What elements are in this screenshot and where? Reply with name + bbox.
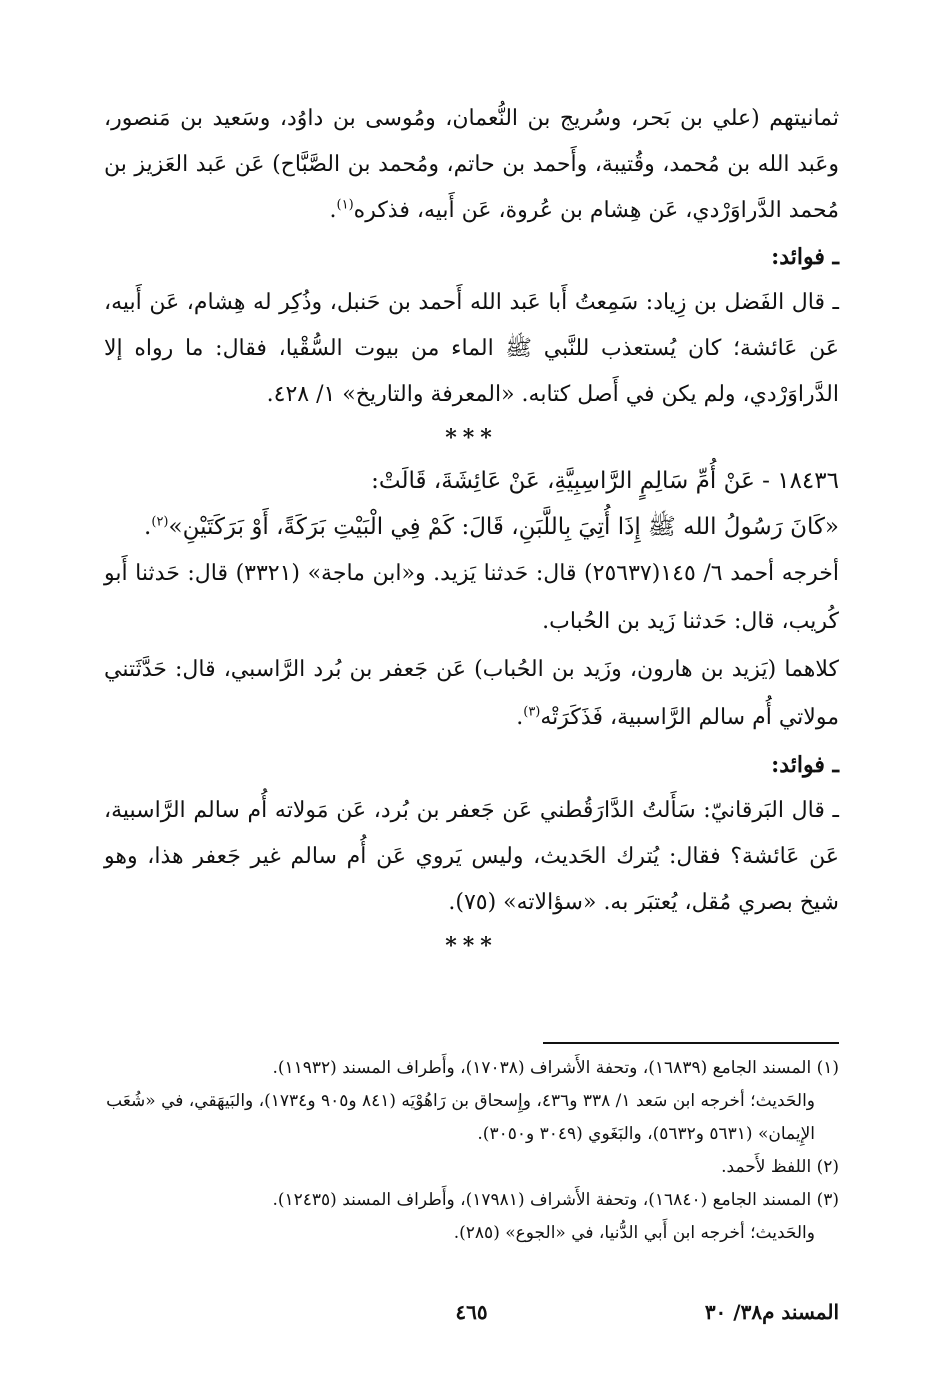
section-separator-1: ***: [445, 425, 498, 451]
footnote-3: (٣) المسند الجامع (١٦٨٤٠)، وتحفة الأَشراف (١٧٩٨١)، وأَطراف المسند (١٢٤٣٥).: [272, 1190, 839, 1210]
fawaid-text-2: ـ قال البَرقانيّ: سَأَلتُ الدَّارَقُطني عَن جَعفر بن بُرد، عَن مَولاته أُم سالم الرَّاسبية، عَن عَائشة؟ فقال: يُترك الحَديث، وليس يَروي عَن أُم سالم غير جَعفر هذا، وهو شيخ بصري مُقل، يُعتبَر به. «سؤالاته» (٧٥).: [104, 798, 839, 915]
takhrij-paragraph-2: [104, 646, 839, 742]
fawaid-text-1: ـ قال الفَضل بن زِياد: سَمِعتُ أَبا عَبد الله أَحمد بن حَنبل، وذُكِر له هِشام، عَن أَبيه، عَن عَائشة؛ كان يُستعذب للنَّبي ﷺ الماء من بيوت السُّقْيا، فقال: ما رواه إلا الدَّراوَرْدي، ولم يكن في أَصل كتابه. «المعرفة والتاريخ» ١/ ٤٢٨.: [104, 290, 839, 407]
footnote-2: (٢) اللفظ لأَحمد.: [721, 1157, 839, 1177]
page-number: ٤٦٥: [455, 1300, 488, 1324]
takhrij-2-end: .: [516, 705, 524, 730]
hadith-matn-end: .: [144, 514, 152, 540]
footnote-ref-3[interactable]: (٣): [523, 704, 541, 720]
hadith-matn-text: «كَانَ رَسُولُ الله ﷺ إِذَا أُتِيَ بِاللَّبَنِ، قَالَ: كَمْ فِي الْبَيْتِ بَرَكَةً، أَوْ بَرَكَتَيْنِ»: [168, 514, 839, 540]
isnad-end: .: [329, 198, 337, 223]
volume-signature: المسند م٣٨/ ٣٠: [704, 1300, 839, 1324]
main-text: [104, 96, 839, 966]
page-footer: [104, 1300, 839, 1336]
footnote-1-continuation: والحَديث؛ أخرجه ابن سَعد ١/ ٣٣٨ و٤٣٦، وإِسحاق بن رَاهُوْيَه (٨٤١ و٩٠٥ و١٧٣٤)، والبَيهَقي، في «شُعَب الإِيمان» (٥٦٣١ و٥٦٣٢)، والبَغَوي (٣٠٤٩ و٣٠٥٠).: [106, 1091, 815, 1144]
section-separator-2: ***: [445, 933, 498, 959]
footnote-1: (١) المسند الجامع (١٦٨٣٩)، وتحفة الأَشراف (١٧٠٣٨)، وأَطراف المسند (١١٩٣٢).: [272, 1058, 839, 1078]
fawaid-heading-2: ـ فوائد:: [771, 752, 839, 778]
takhrij-2-text: كلاهما (يَزيد بن هارون، وزَيد بن الحُباب) عَن جَعفر بن بُرد الرَّاسبي، قال: حَدَّثَتني مولاتي أُم سالم الرَّاسبية، فَذَكَرَتْه: [104, 657, 839, 730]
hadith-header: [104, 458, 839, 504]
footnote-ref-1[interactable]: (١): [336, 197, 354, 213]
footnotes: [104, 1052, 839, 1250]
isnad-paragraph: [104, 96, 839, 234]
hadith-matn: [104, 504, 839, 550]
isnad-text: ثمانيتهم (علي بن بَحر، وسُريج بن النُّعمان، ومُوسى بن داوُد، وسَعيد بن مَنصور، وعَبد الله بن مُحمد، وقُتيبة، وأَحمد بن حاتم، ومُحمد بن الصَّبَّاح) عَن عَبد العَزيز بن مُحمد الدَّراوَرْدي، عَن هِشام بن عُروة، عَن أَبيه، فذكره: [104, 106, 839, 223]
footnote-divider: [543, 1042, 839, 1044]
hadith-number: ١٨٤٣٦: [777, 468, 839, 494]
footnote-3-continuation: والحَديث؛ أخرجه ابن أَبي الدُّنيا، في «الجوع» (٢٨٥).: [453, 1223, 815, 1243]
hadith-isnad: - عَنْ أُمِّ سَالِمٍ الرَّاسِبِيَّةِ، عَنْ عَائِشَةَ، قَالَتْ:: [371, 468, 770, 494]
footnote-ref-2[interactable]: (٢): [151, 514, 169, 530]
fawaid-heading-1: ـ فوائد:: [771, 244, 839, 270]
takhrij-paragraph-1: أخرجه أحمد ٦/ ١٤٥(٢٥٦٣٧) قال: حَدثنا يَزيد. و«ابن ماجة» (٣٣٢١) قال: حَدثنا أَبو كُريب، قال: حَدثنا زَيد بن الحُباب.: [104, 561, 839, 634]
